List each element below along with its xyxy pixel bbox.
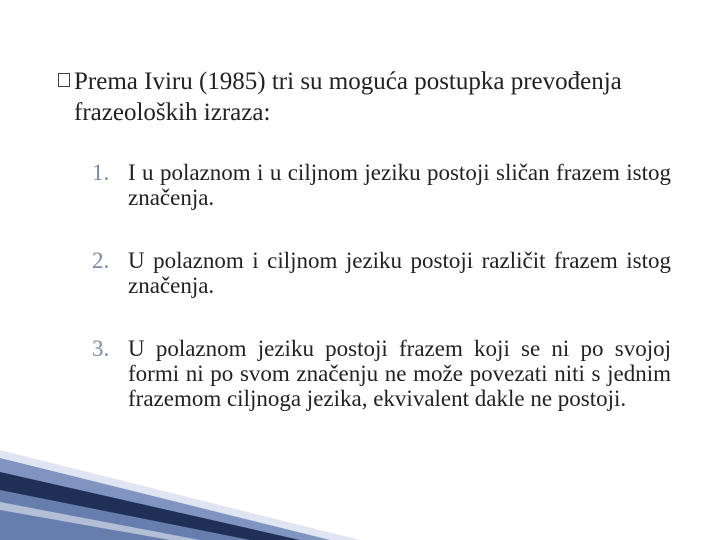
list-item-text: I u polaznom i u ciljnom jeziku postoji sličan frazem istog značenja. — [128, 160, 671, 210]
intro-text: Prema Iviru (1985) tri su moguća postupka prevođenja frazeoloških izraza: — [74, 68, 622, 126]
list-item-text: U polaznom jeziku postoji frazem koji se ni po svojoj formi ni po svom značenju ne može povezati niti s jednim frazemom ciljnoga jezika, ekvivalent dakle ne postoji. — [128, 336, 671, 411]
intro-bullet — [48, 66, 688, 128]
list-item-number: 2. — [92, 248, 110, 273]
square-box-icon — [58, 73, 70, 87]
list-item-text: U polaznom i ciljnom jeziku postoji različit frazem istog značenja. — [128, 248, 671, 298]
intro-line — [48, 66, 688, 128]
list-item-number: 3. — [92, 336, 110, 361]
list-item-number: 1. — [92, 160, 110, 185]
corner-decoration — [0, 450, 360, 540]
